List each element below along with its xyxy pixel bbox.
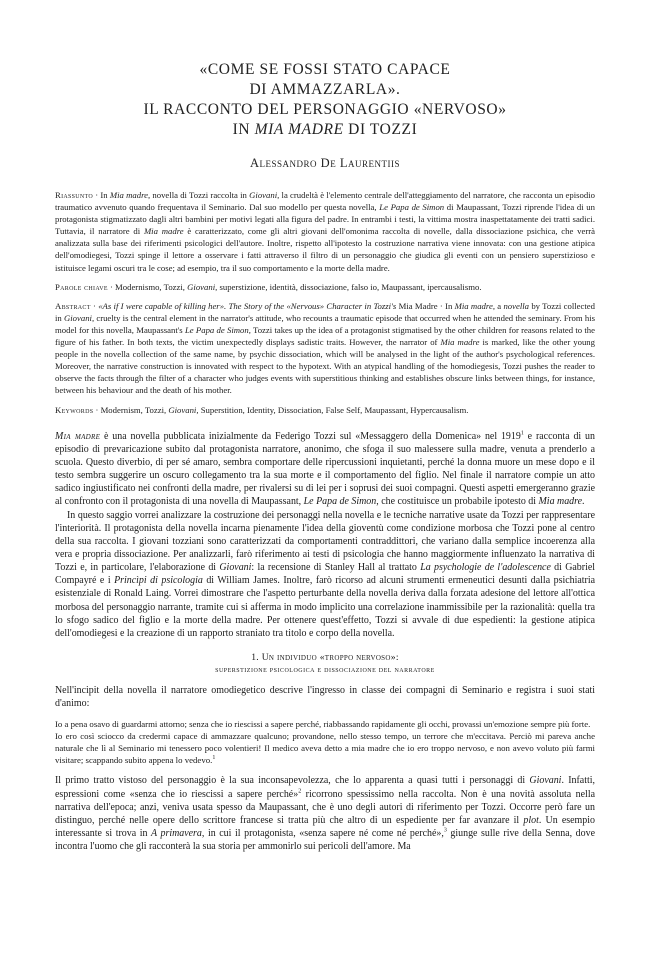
abstract-paragraph: Abstract · «As if I were capable of killing her». The Story of the «Nervous» Character in Tozzi's Mia Madre · In Mia madre, a novella by Tozzi collected in Giovani, cruelty is the central element in the narrator's attitude, who recounts a traumatic episode that occurred when he attended the seminary. From his model for this novella, Maupassant's Le Papa de Simon, Tozzi takes up the idea of a protagonist stigmatised by the other children for reasons related to the figure of his father. In both texts, the victim unexpectedly displays sadistic traits. However, the narrator of Mia madre is marked, like the other young people in the novella collection of the same name, by psychic dissociation, which will be analysed in the light of the author's psychological references. Moreover, the narrative construction is innovated with respect to the hypotext. With an atypical handling of the homodiegesis, Tozzi pushes the reader to observe the facts through the filter of a character who judges events with superstitious thinking and establishes obscure links between things, for instance, between his behaviour and the death of his mother. [55, 300, 595, 396]
footnote-ref-3[interactable]: 3 [443, 827, 447, 834]
block-quote [55, 718, 595, 766]
title-line-4-italic: MIA MADRE [254, 121, 344, 138]
title-line-2: DI AMMAZZARLA». [249, 81, 401, 98]
section-subtitle: superstizione psicologica e dissociazione del narratore [215, 665, 435, 675]
keywords-paragraph: Keywords · Modernism, Tozzi, Giovani, Superstition, Identity, Dissociation, False Self, Maupassant, Hypercausalism. [55, 404, 469, 415]
body-paragraph-1: Mia madre è una novella pubblicata inizialmente da Federigo Tozzi sul «Messaggero della Domenica» nel 1919$^1$ e racconta di un episodio di prevaricazione subito dal protagonista narratore, anonimo, che sfoga il suo malessere sulla madre, venuta a prenderlo a scuola. Questo diverbio, di per sé amaro, sembra comportare delle ripercussioni inquietanti, perché la donna muore un mese dopo e il testo sembra suggerire un oscuro collegamento tra la sua morte e il comportamento del figlio. Nel finale il narratore compie un atto sadico ingiustificato nei confronti della madre, per rivalersi su di lei per i soprusi dei suoi compagni. Questi aspetti emergeranno grazie al confronto con il protagonista di una novella di Maupassant, Le Papa de Simon, che costituisce un probabile ipotesto di Mia madre. [55, 430, 595, 508]
parole-chiave-paragraph: Parole chiave · Modernismo, Tozzi, Giovani, superstizione, identità, dissociazione, falso io, Maupassant, ipercausalismo. [55, 281, 482, 292]
riassunto-paragraph: Riassunto · In Mia madre, novella di Tozzi raccolta in Giovani, la crudeltà è l'elemento centrale dell'atteggiamento del narratore, che racconta un episodio traumatico avvenuto quando frequentava il Seminario. Dal suo modello per questa novella, Le Papa de Simon di Maupassant, Tozzi riprende l'idea di un protagonista stigmatizzato dagli altri bambini per motivi legati alla figura del padre. In entrambi i testi, la vittima mostra inaspettatamente dei tratti sadici. Tuttavia, il narratore di Mia madre è caratterizzato, come gli altri giovani dell'omonima raccolta di novelle, dalla dissociazione psichica, che verrà analizzata sulla base dei riferimenti psicologici dell'autore. Inoltre, rispetto all'ipotesto la costruzione narrativa viene innovata: con una gestione atipica dell'omodiegesi, Tozzi spinge il lettore a osservare i fatti attraverso il filtro di un personaggio che giudica gli eventi con un pensiero superstizioso e istituisce legami oscuri tra le cose; ad esempio, tra il suo comportamento e la morte della madre. [55, 190, 596, 273]
title-line-4-pre: IN [232, 121, 255, 138]
article-body [55, 430, 595, 854]
title-line-4 [55, 120, 595, 140]
footnote-ref-1[interactable]: 1 [520, 430, 524, 437]
body-paragraph-4: Il primo tratto vistoso del personaggio è la sua inconsapevolezza, che lo apparenta a quasi tutti i personaggi di Giovani. Infatti, espressioni come «senza che io riescissi a sapere perché»$^2$ ricorrono spessissimo nella raccolta. Non è una novità assoluta nella narrativa dell'epoca; anzi, veniva usata spesso da Maupassant, che è uno degli autori di riferimento per Tozzi. Occorre però fare un distinguo, perché nelle opere dello scrittore francese si tratta più che altro di un espediente per far avanzare il plot. Un esempio interessante si trova in A primavera, in cui il protagonista, «senza sapere né come né perché»,$^3$ giunge sulle rive della Senna, dove incontra l'uomo che gli racconterà la sua storia per ammonirlo sui pericoli dell'amore. Ma [55, 775, 595, 853]
keywords-label: Keywords [55, 404, 94, 415]
footnote-ref-quote[interactable]: 1 [212, 755, 216, 762]
quote-line-1: Io a pena osavo di guardarmi attorno; senza che io riescissi a sapere perché, riabbassando rapidamente gli occhi, provassi un'emozione sempre più forte. [55, 719, 591, 730]
riassunto-label: Riassunto [55, 190, 94, 200]
opening-small-caps: Mia madre [55, 430, 101, 442]
body-paragraph-3: Nell'incipit della novella il narratore omodiegetico descrive l'ingresso in classe dei compagni di Seminario e registra i suoi stati d'animo: [55, 685, 595, 710]
author-name: Alessandro De Laurentiis [250, 156, 400, 170]
parole-chiave-label: Parole chiave [55, 281, 108, 292]
title-line-1: «COME SE FOSSI STATO CAPACE [199, 61, 451, 78]
abstract-block [55, 189, 595, 416]
title-line-4-post: DI TOZZI [343, 121, 418, 138]
section-title: 1. Un individuo «troppo nervoso»: [251, 652, 399, 664]
footnote-ref-2[interactable]: 2 [298, 788, 302, 795]
abstract-label: Abstract [55, 300, 91, 311]
article-title [55, 60, 595, 171]
section-heading [55, 652, 595, 675]
page [0, 60, 650, 979]
body-paragraph-2: In questo saggio vorrei analizzare la costruzione dei personaggi nella novella e le tecniche narrative usate da Tozzi per rappresentare l'interiorità. Il protagonista della novella incarna pienamente l'idea della gioventù come condizione morbosa che Tozzi pone al centro della sua raccolta. I giovani tozziani sono caratterizzati da comportamenti contraddittori, che variano dalla semplice incoerenza alla vera e propria dissociazione. Per analizzarli, farò riferimento ai testi di psicologia che hanno maggiormente influenzato la narrativa di Tozzi e, in particolare, l'elaborazione di Giovani: la recensione di Stanley Hall al trattato La psychologie de l'adolescence di Gabriel Compayré e i Princìpi di psicologia di William James. Inoltre, farò ricorso ad alcuni strumenti ermeneutici desunti dalla psichiatria esistenziale di Ronald Laing. Vorrei dimostrare che l'aspetto perturbante della novella deriva dalla forzata adesione del lettore all'ottica morbosa del personaggio narrante, tramite cui si afferma in modo implicito una correlazione inammissibile per la razionalità: quella tra lo sfogo sadico del figlio e la morte della madre. Per ottenere quest'effetto, Tozzi si avvale di due espedienti: la gestione atipica dell'omodiegesi e la creazione di un rapporto straniato tra titolo e corpo della novella. [55, 509, 596, 639]
title-line-3: IL RACCONTO DEL PERSONAGGIO «NERVOSO» [143, 101, 507, 118]
quote-line-2: Io ero così sciocco da credermi capace di ammazzare qualcuno; provandone, nello stesso tempo, un terrore che m'eccitava. Perciò mi pareva anche naturale che lì al Seminario mi tenessero poco volentieri! Il medico aveva detto a mia madre che io ero troppo nervoso, e non avevo voluto più farmi visitare; scappando subito appena lo vedevo.$^1$ [55, 731, 595, 766]
